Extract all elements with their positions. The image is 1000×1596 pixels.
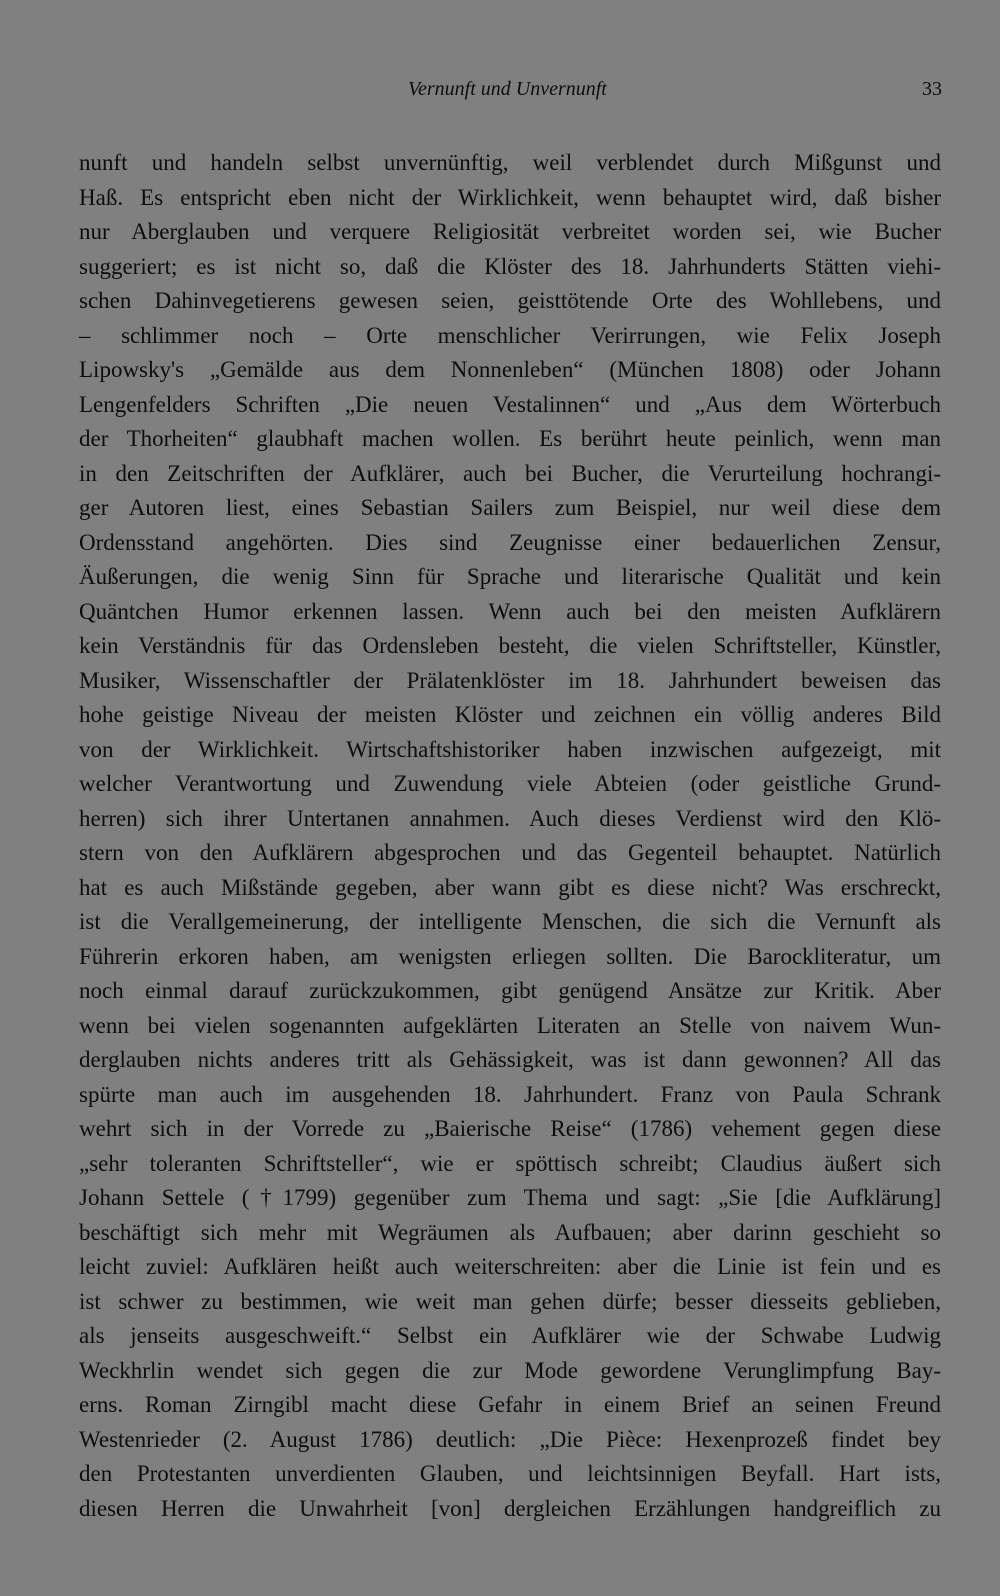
text-line: Führerin erkoren haben, am wenigsten erliegen sollten. Die Barockliteratur, um [79, 943, 941, 969]
text-line: Westenrieder (2. August 1786) deutlich: „Die Pièce: Hexenprozeß findet bey [79, 1426, 941, 1452]
text-line: wenn bei vielen sogenannten aufgeklärten Literaten an Stelle von naivem Wun- [79, 1012, 941, 1038]
text-line: ger Autoren liest, eines Sebastian Sailers zum Beispiel, nur weil diese dem [79, 495, 941, 520]
text-line: von der Wirklichkeit. Wirtschaftshistoriker haben inzwischen aufgezeigt, mit [79, 736, 941, 762]
text-line: ist schwer zu bestimmen, wie weit man gehen dürfe; besser diesseits geblieben, [79, 1288, 941, 1314]
text-line: nunft und handeln selbst unvernünftig, weil verblendet durch Mißgunst und [79, 150, 941, 175]
text-line: in den Zeitschriften der Aufklärer, auch bei Bucher, die Verurteilung hochrangi- [79, 460, 941, 486]
text-line: Lipowsky's „Gemälde aus dem Nonnenleben“ (München 1808) oder Johann [79, 357, 941, 382]
text-line: Haß. Es entspricht eben nicht der Wirklichkeit, wenn behauptet wird, daß bisher [79, 184, 941, 210]
text-line: kein Verständnis für das Ordensleben besteht, die vielen Schriftsteller, Künstler, [79, 633, 941, 658]
text-line: Lengenfelders Schriften „Die neuen Vestalinnen“ und „Aus dem Wörterbuch [79, 391, 941, 417]
text-line: der Thorheiten“ glaubhaft machen wollen. Es berührt heute peinlich, wenn man [79, 426, 941, 451]
text-line: „sehr toleranten Schriftsteller“, wie er spöttisch schreibt; Claudius äußert sich [79, 1150, 941, 1176]
text-line: stern von den Aufklärern abgesprochen und das Gegenteil behauptet. Natürlich [79, 840, 941, 865]
text-line: Weckhrlin wendet sich gegen die zur Mode gewordene Verunglimpfung Bay- [79, 1357, 941, 1383]
text-line: derglauben nichts anderes tritt als Gehässigkeit, was ist dann gewonnen? All das [79, 1047, 941, 1072]
text-line: schen Dahinvegetierens gewesen seien, geisttötende Orte des Wohllebens, und [79, 288, 941, 313]
text-line: Musiker, Wissenschaftler der Prälatenklöster im 18. Jahrhundert beweisen das [79, 667, 941, 693]
text-line: spürte man auch im ausgehenden 18. Jahrhundert. Franz von Paula Schrank [79, 1081, 941, 1107]
text-line: den Protestanten unverdienten Glauben, und leichtsinnigen Beyfall. Hart ists, [79, 1461, 941, 1486]
text-line: hat es auch Mißstände gegeben, aber wann gibt es diese nicht? Was erschreckt, [79, 874, 941, 900]
text-line: ist die Verallgemeinerung, der intelligente Menschen, die sich die Vernunft als [79, 909, 941, 934]
text-line: als jenseits ausgeschweift.“ Selbst ein Aufklärer wie der Schwabe Ludwig [79, 1323, 941, 1348]
text-line: leicht zuviel: Aufklären heißt auch weiterschreiten: aber die Linie ist fein und es [79, 1254, 941, 1279]
body-text [79, 146, 941, 1526]
text-line: noch einmal darauf zurückzukommen, gibt genügend Ansätze zur Kritik. Aber [79, 978, 941, 1003]
text-line: Ordensstand angehörten. Dies sind Zeugnisse einer bedauerlichen Zensur, [79, 529, 941, 555]
text-line: hohe geistige Niveau der meisten Klöster und zeichnen ein völlig anderes Bild [79, 702, 941, 727]
text-line: erns. Roman Zirngibl macht diese Gefahr in einem Brief an seinen Freund [79, 1392, 941, 1417]
running-head [0, 78, 1000, 108]
text-line: welcher Verantwortung und Zuwendung viele Abteien (oder geistliche Grund- [79, 771, 941, 796]
text-line: suggeriert; es ist nicht so, daß die Klöster des 18. Jahrhunderts Stätten viehi- [79, 253, 941, 279]
running-title: Vernunft und Unvernunft [408, 78, 607, 100]
text-line: Äußerungen, die wenig Sinn für Sprache und literarische Qualität und kein [79, 564, 941, 589]
text-line: – schlimmer noch – Orte menschlicher Verirrungen, wie Felix Joseph [79, 322, 941, 348]
text-line: Johann Settele (†1799) gegenüber zum Thema und sagt: „Sie [die Aufklärung] [79, 1185, 941, 1210]
text-line: nur Aberglauben und verquere Religiosität verbreitet worden sei, wie Bucher [79, 219, 941, 244]
page-number: 33 [922, 78, 942, 100]
text-line: Quäntchen Humor erkennen lassen. Wenn auch bei den meisten Aufklärern [79, 598, 941, 624]
text-line: herren) sich ihrer Untertanen annahmen. Auch dieses Verdienst wird den Klö- [79, 805, 941, 831]
text-line: wehrt sich in der Vorrede zu „Baierische Reise“ (1786) vehement gegen diese [79, 1116, 941, 1141]
text-line: diesen Herren die Unwahrheit [von] dergleichen Erzählungen handgreiflich zu [79, 1495, 941, 1521]
text-line: beschäftigt sich mehr mit Wegräumen als Aufbauen; aber darinn geschieht so [79, 1219, 941, 1245]
